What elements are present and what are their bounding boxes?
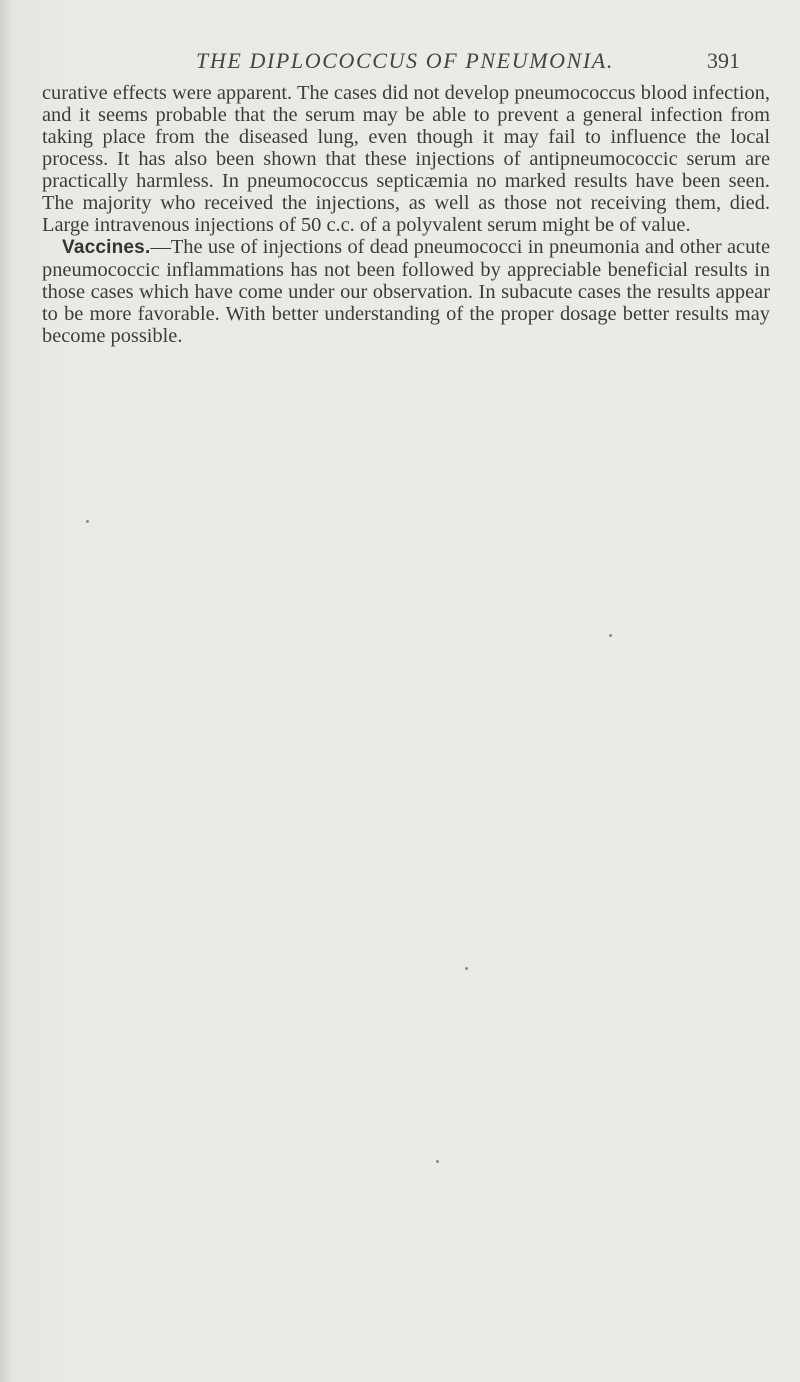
body-text <box>42 82 770 347</box>
paper-speck <box>436 1160 439 1163</box>
binding-gutter-shadow <box>0 0 10 1382</box>
paper-speck <box>465 967 468 970</box>
vaccines-text: —The use of injections of dead pneumococci in pneumonia and other acute pneumococcic inflammations has not been followed by appreciable beneficial results in those cases which have come under our observation. In subacute cases the results appear to be more favorable. With better understanding of the proper dosage better results may become possible. <box>42 236 770 347</box>
paragraph-serum-results: curative effects were apparent. The cases did not develop pneumococcus blood infection, and it seems probable that the serum may be able to prevent a general infection from taking place from the diseased lung, even though it may fail to influence the local process. It has also been shown that these injections of antipneumococcic serum are practically harmless. In pneumococcus septicæmia no marked results have been seen. The majority who received the injections, as well as those not receiving them, died. Large intravenous injections of 50 c.c. of a polyvalent serum might be of value. <box>42 82 770 236</box>
running-title: THE DIPLOCOCCUS OF PNEUMONIA. <box>196 48 614 73</box>
vaccines-heading: Vaccines. <box>62 237 151 258</box>
paper-speck <box>86 520 89 523</box>
page-number: 391 <box>707 48 740 73</box>
paper-speck <box>609 634 612 637</box>
paragraph-vaccines <box>42 236 770 347</box>
